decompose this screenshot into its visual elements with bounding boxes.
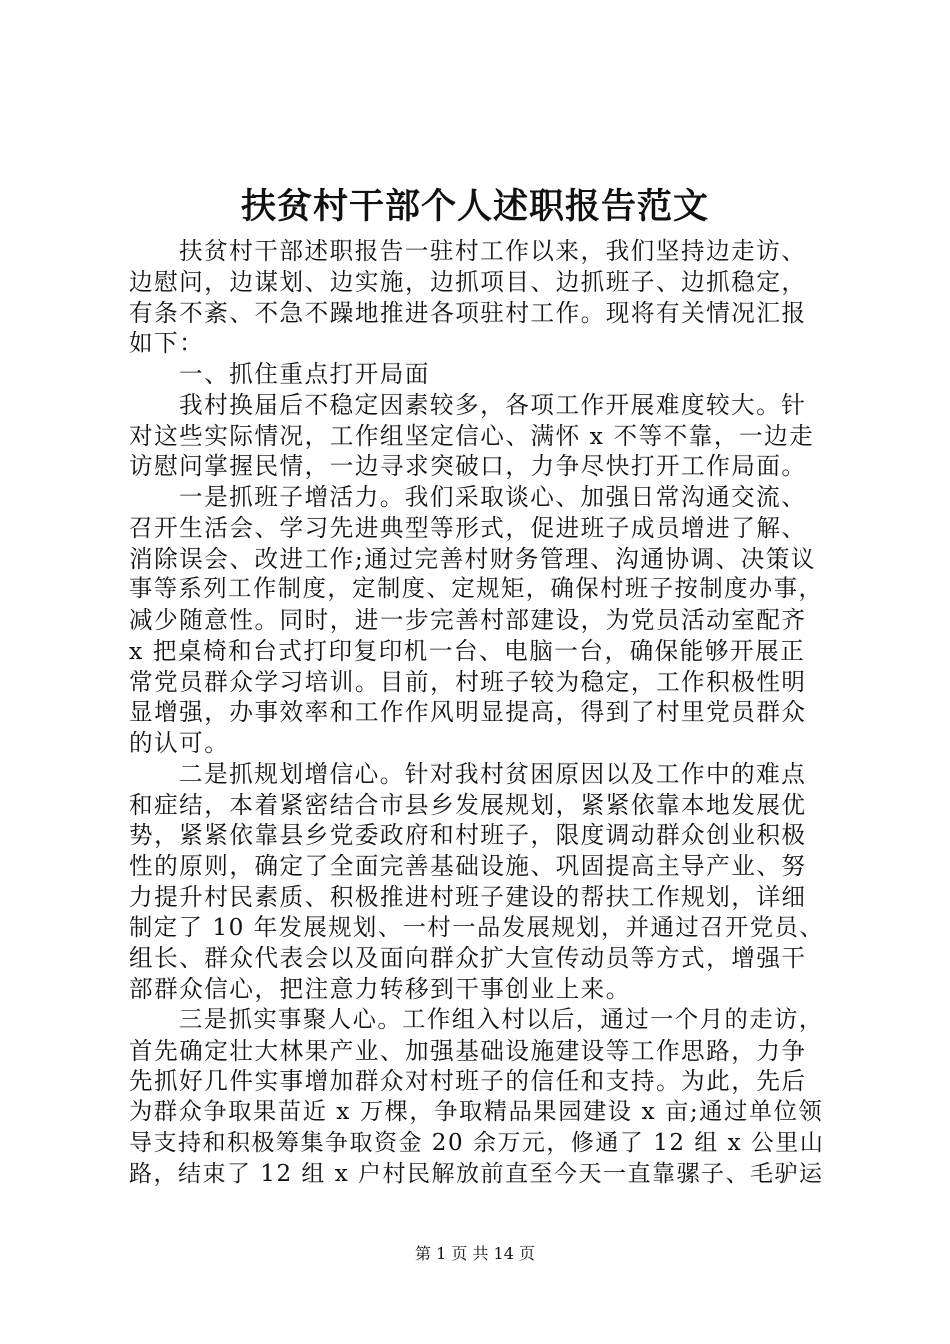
body-line: 访慰问掌握民情，一边寻求突破口，力争尽快打开工作局面。: [129, 452, 807, 481]
body-line: 边慰问，边谋划、边实施，边抓项目、边抓班子、边抓稳定，: [129, 267, 807, 296]
body-line: 为群众争取果苗近 x 万棵，争取精品果园建设 x 亩;通过单位领: [129, 1098, 824, 1125]
body-line: 对这些实际情况，工作组坚定信心、满怀 x 不等不靠，一边走: [129, 421, 815, 450]
body-line: 常党员群众学习培训。目前，村班子较为稳定，工作积极性明: [129, 667, 807, 696]
body-line: 扶贫村干部述职报告一驻村工作以来，我们坚持边走访、: [179, 237, 807, 265]
body-line: 显增强，办事效率和工作作风明显提高，得到了村里党员群众: [129, 698, 807, 727]
body-line: 消除误会、改进工作;通过完善村财务管理、沟通协调、决策议: [129, 544, 816, 573]
body-line: 路，结束了 12 组 x 户村民解放前直至今天一直靠骡子、毛驴运: [129, 1160, 824, 1187]
body-line: 的认可。: [129, 729, 230, 757]
body-line: 我村换届后不稳定因素较多，各项工作开展难度较大。针: [179, 390, 807, 419]
page-footer: 第 1 页 共 14 页: [415, 1244, 535, 1263]
body-line: 召开生活会、学习先进典型等形式，促进班子成员增进了解、: [129, 513, 807, 542]
body-line: 制定了 10 年发展规划、一村一品发展规划，并通过召开党员、: [129, 913, 825, 941]
body-line: 如下：: [129, 329, 205, 358]
document-body: [129, 236, 829, 1189]
body-line: 减少随意性。同时，进一步完善村部建设，为党员活动室配齐: [129, 606, 807, 634]
body-line: 一、抓住重点打开局面: [179, 360, 430, 388]
body-line: 有条不紊、不急不躁地推进各项驻村工作。现将有关情况汇报: [129, 298, 807, 327]
body-line: 性的原则，确定了全面完善基础设施、巩固提高主导产业、努: [129, 852, 807, 880]
body-line: 组长、群众代表会以及面向群众扩大宣传动员等方式，增强干: [129, 944, 807, 973]
body-line: 一是抓班子增活力。我们采取谈心、加强日常沟通交流、: [179, 483, 807, 511]
body-line: 部群众信心，把注意力转移到干事创业上来。: [129, 975, 631, 1003]
body-line: 力提升村民素质、积极推进村班子建设的帮扶工作规划，详细: [129, 882, 807, 911]
body-line: 首先确定壮大林果产业、加强基础设施建设等工作思路，力争: [129, 1036, 807, 1065]
body-line: 三是抓实事聚人心。工作组入村以后，通过一个月的走访，: [179, 1005, 824, 1033]
body-line: 二是抓规划增信心。针对我村贫困原因以及工作中的难点: [179, 759, 807, 788]
body-line: 先抓好几件实事增加群众对村班子的信任和支持。为此，先后: [129, 1067, 807, 1096]
body-line: 导支持和积极筹集争取资金 20 余万元，修通了 12 组 x 公里山: [129, 1129, 825, 1156]
body-line: 事等系列工作制度，定制度、定规矩，确保村班子按制度办事，: [129, 575, 824, 603]
document-title: 扶贫村干部个人述职报告范文: [240, 186, 709, 227]
body-line: 势，紧紧依靠县乡党委政府和村班子，限度调动群众创业积极: [129, 821, 807, 850]
body-line: 和症结，本着紧密结合市县乡发展规划，紧紧依靠本地发展优: [129, 790, 807, 819]
body-line: x 把桌椅和台式打印复印机一台、电脑一台，确保能够开展正: [129, 636, 806, 665]
